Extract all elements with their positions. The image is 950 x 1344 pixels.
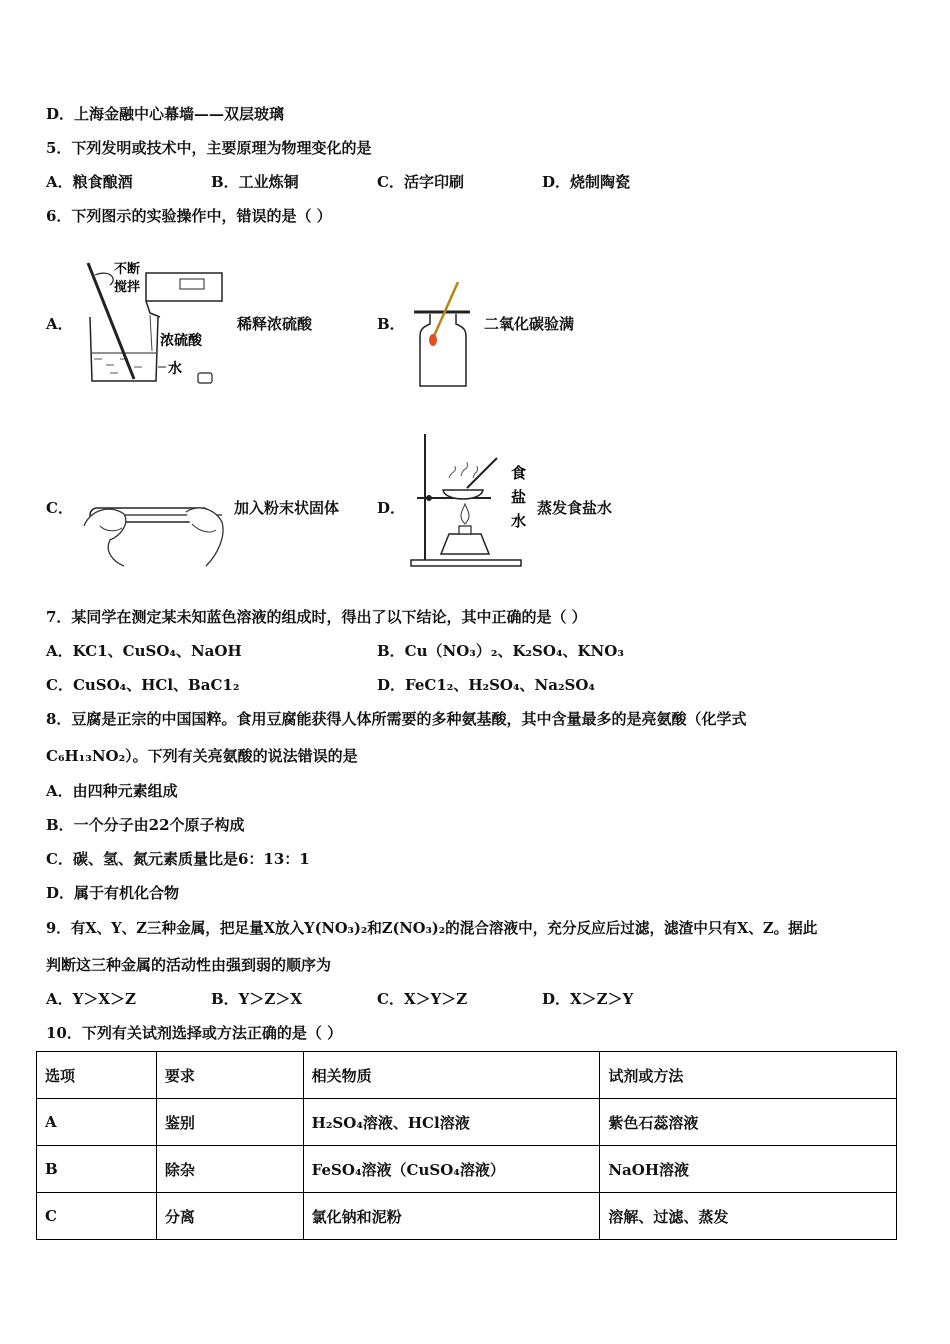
dilute-acid-figure [80, 255, 230, 390]
q9-stem-line2: 判断这三种金属的活动性由强到弱的顺序为 [46, 956, 332, 974]
fig-d-text-1: 食 [511, 465, 527, 482]
table-cell: C [37, 1193, 157, 1240]
q5-option-a: A．粮食酿酒 [46, 173, 133, 191]
q9-option-d: D．X＞Z＞Y [542, 990, 634, 1008]
q6-c-label: C． [46, 499, 73, 517]
table-cell: 溶解、过滤、蒸发 [600, 1193, 897, 1240]
q9-option-c: C．X＞Y＞Z [377, 990, 468, 1008]
q6-d-caption: 蒸发食盐水 [537, 499, 613, 517]
table-row [37, 1193, 897, 1240]
q7-stem: 7．某同学在测定某未知蓝色溶液的组成时，得出了以下结论，其中正确的是（ ） [46, 608, 587, 626]
fig-a-text-stir1: 不断 [114, 261, 141, 276]
table-cell: 紫色石蕊溶液 [600, 1099, 897, 1146]
q8-stem-line2: C₆H₁₃NO₂）。下列有关亮氨酸的说法错误的是 [46, 747, 358, 765]
table-cell: 除杂 [156, 1146, 303, 1193]
fig-d-text-3: 水 [511, 513, 527, 530]
q8-option-d: D．属于有机化合物 [46, 884, 180, 902]
q6-a-label: A． [46, 315, 73, 333]
fig-a-text-water: 水 [168, 360, 182, 376]
q5-option-d: D．烧制陶瓷 [542, 173, 631, 191]
table-cell: NaOH溶液 [600, 1146, 897, 1193]
q8-option-c: C．碳、氢、氮元素质量比是6：13：1 [46, 850, 310, 868]
q6-c-caption: 加入粉末状固体 [234, 499, 340, 517]
q10-stem: 10．下列有关试剂选择或方法正确的是（ ） [46, 1024, 343, 1042]
q7-option-c: C．CuSO₄、HCl、BaC1₂ [46, 676, 240, 694]
q7-option-d: D．FeC1₂、H₂SO₄、Na₂SO₄ [377, 676, 596, 694]
q9-option-a: A．Y＞X＞Z [46, 990, 136, 1008]
table-cell: A [37, 1099, 157, 1146]
table-cell: FeSO₄溶液（CuSO₄溶液） [303, 1146, 600, 1193]
co2-test-figure [410, 278, 474, 390]
table-header-cell: 选项 [37, 1052, 157, 1099]
q7-option-b: B．Cu（NO₃）₂、K₂SO₄、KNO₃ [377, 642, 624, 660]
fig-a-text-acid: 浓硫酸 [160, 332, 202, 348]
q6-b-caption: 二氧化碳验满 [484, 315, 575, 333]
q5-option-b: B．工业炼铜 [211, 173, 299, 191]
table-row [37, 1146, 897, 1193]
table-cell: 鉴别 [156, 1099, 303, 1146]
q5-stem: 5．下列发明或技术中，主要原理为物理变化的是 [46, 139, 372, 157]
table-header-cell: 相关物质 [303, 1052, 600, 1099]
q6-b-label: B． [377, 315, 405, 333]
table-header-cell: 要求 [156, 1052, 303, 1099]
q9-option-b: B．Y＞Z＞X [211, 990, 302, 1008]
table-cell: 分离 [156, 1193, 303, 1240]
q7-option-a: A．KC1、CuSO₄、NaOH [46, 642, 242, 660]
table-row [37, 1099, 897, 1146]
q8-option-a: A．由四种元素组成 [46, 782, 178, 800]
q5-option-c: C．活字印刷 [377, 173, 464, 191]
fig-a-text-stir2: 搅拌 [114, 279, 141, 294]
q4-option-d: D．上海金融中心幕墙——双层玻璃 [46, 105, 285, 123]
q8-option-b: B．一个分子由22个原子构成 [46, 816, 245, 834]
q6-a-caption: 稀释浓硫酸 [237, 315, 313, 333]
evaporate-figure [405, 430, 531, 570]
table-cell: H₂SO₄溶液、HCl溶液 [303, 1099, 600, 1146]
q9-stem-line1: 9．有X、Y、Z三种金属，把足量X放入Y(NO₃)₂和Z(NO₃)₂的混合溶液中，充分反应后过滤，滤渣中只有X、Z。据此 [46, 920, 818, 937]
q6-stem: 6．下列图示的实验操作中，错误的是（ ） [46, 207, 332, 225]
table-header-row [37, 1052, 897, 1099]
add-powder-figure [80, 496, 228, 570]
q10-table [36, 1051, 897, 1240]
q8-stem-line1: 8．豆腐是正宗的中国国粹。食用豆腐能获得人体所需要的多种氨基酸，其中含量最多的是亮氨酸（化学式 [46, 710, 747, 728]
fig-d-text-2: 盐 [511, 489, 527, 506]
table-cell: 氯化钠和泥粉 [303, 1193, 600, 1240]
table-header-cell: 试剂或方法 [600, 1052, 897, 1099]
q6-d-label: D． [377, 499, 406, 517]
table-cell: B [37, 1146, 157, 1193]
